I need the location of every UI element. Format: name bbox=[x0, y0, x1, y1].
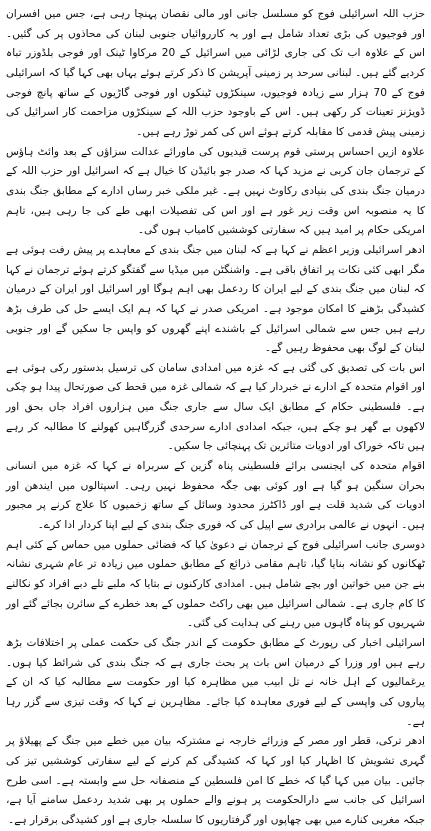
article-paragraph-1: حزب اللہ اسرائیلی فوج کو مسلسل جانی اور مالی نقصان پہنچا رہی ہے، جس میں افسران اور فوجیوں کی بڑی تعداد شامل ہے اور یہ کارروائیاں جنوبی لبنان کی محاذوں پر کی گئیں۔ اس کے علاوہ اب تک کی جاری لڑائی میں اسرائیل کے 20 مرکاوا ٹینک اور فوجی بلڈوزر تباہ کردیے گئے ہیں۔ لبنانی سرحد پر زمینی آپریشن کا ذکر کرتے ہوئے یہاں بھی کہا گیا کہ اسرائیلی فوج کے 70 ہزار سے زیادہ فوجیوں، سینکڑوں ٹینکوں اور فوجی گاڑیوں کے ساتھ پانچ فوجی ڈویژنز تعینات کر رکھی ہیں۔ اس کے باوجود حزب اللہ کے سینکڑوں مزاحمت کار اسرائیل کی زمینی پیش قدمی کا مقابلہ کرتے ہوئے اس کی کمر توڑ رہے ہیں۔ bbox=[6, 8, 425, 138]
article-paragraph-4: اس بات کی تصدیق کی گئی ہے کہ غزہ میں امدادی سامان کی ترسیل بدستور رکی ہوئی ہے اور اقوام متحدہ کے ادارے نے خبردار کیا ہے کہ شمالی غزہ میں قحط کی صورتحال پیدا ہو چکی ہے۔ فلسطینی حکام کے مطابق ایک سال سے جاری جنگ میں ہزاروں افراد جاں بحق اور لاکھوں بے گھر ہو چکے ہیں، جبکہ امدادی ادارے سرحدی گزرگاہیں کھولنے کا مطالبہ کر رہے ہیں تاکہ خوراک اور ادویات متاثرین تک پہنچائی جا سکیں۔ bbox=[6, 361, 425, 453]
article-paragraph-7: اسرائیلی اخبار کی رپورٹ کے مطابق حکومت کے اندر جنگ کی حکمت عملی پر اختلافات بڑھ رہے ہیں اور وزرا کے درمیان اس بات پر بحث جاری ہے کہ جنگ بندی کی شرائط کیا ہوں۔ یرغمالیوں کے اہل خانہ نے تل ابیب میں مظاہرہ کیا اور حکومت سے مطالبہ کیا کہ ان کے پیاروں کی واپسی کے لیے فوری معاہدہ کیا جائے۔ مظاہرین نے کہا کہ وقت تیزی سے گزر رہا ہے۔ bbox=[6, 637, 425, 728]
article-paragraph-5: اقوام متحدہ کی ایجنسی برائے فلسطینی پناہ گزین کے سربراہ نے کہا کہ غزہ میں انسانی بحران سنگین ہو گیا ہے اور کوئی بھی جگہ محفوظ نہیں رہی۔ اسپتالوں میں ایندھن اور ادویات کی شدید قلت ہے اور ڈاکٹرز محدود وسائل کے ساتھ زخمیوں کا علاج کرنے پر مجبور ہیں۔ انہوں نے عالمی برادری سے اپیل کی کہ فوری جنگ بندی کے لیے اپنا کردار ادا کرے۔ bbox=[6, 460, 425, 532]
article-paragraph-3: ادھر اسرائیلی وزیر اعظم نے کہا ہے کہ لبنان میں جنگ بندی کے معاہدے پر پیش رفت ہوئی ہے مگر ابھی کئی نکات پر اتفاق باقی ہے۔ واشنگٹن میں میڈیا سے گفتگو کرتے ہوئے ترجمان نے کہا کہ لبنان میں جنگ بندی کے لیے ایران کا ردعمل بھی اہم ہوگا اور اسرائیل اور ایران کے درمیان کشیدگی بڑھنے کا امکان موجود ہے۔ امریکی صدر نے کہا کہ ہم ایک ایسے حل کی طرف بڑھ رہے ہیں جس سے شمالی اسرائیل کے باشندے اپنے گھروں کو واپس جا سکیں گے اور جنوبی لبنان کے لوگ بھی محفوظ رہیں گے۔ bbox=[6, 243, 425, 355]
article-paragraph-8: ادھر ترکی، قطر اور مصر کے وزرائے خارجہ نے مشترکہ بیان میں خطے میں جنگ کے پھیلاؤ پر گہری تشویش کا اظہار کیا اور کہا کہ کشیدگی کم کرنے کے لیے سفارتی کوششیں تیز کی جائیں۔ بیان میں کہا گیا کہ خطے کا امن فلسطین کے منصفانہ حل سے وابستہ ہے۔ اسی طرح اسرائیل کی جانب سے دارالحکومت پر ہونے والے حملوں پر بھی شدید ردعمل سامنے آیا ہے، جبکہ مغربی کنارے میں بھی چھاپوں اور گرفتاریوں کا سلسلہ جاری ہے اور کشیدگی برقرار ہے۔ bbox=[6, 735, 425, 826]
article-paragraph-6: دوسری جانب اسرائیلی فوج کے ترجمان نے دعویٰ کیا کہ فضائی حملوں میں حماس کے کئی اہم ٹھکانوں کو نشانہ بنایا گیا، تاہم مقامی ذرائع کے مطابق حملوں میں زیادہ تر عام شہری نشانہ بنے جن میں خواتین اور بچے شامل ہیں۔ امدادی کارکنوں نے بتایا کہ ملبے تلے دبے افراد کو نکالنے کا کام جاری ہے۔ شمالی اسرائیل میں بھی راکٹ حملوں کے بعد خطرے کے سائرن بجائے گئے اور شہریوں کو پناہ گاہوں میں رہنے کی ہدایت کی گئی۔ bbox=[6, 538, 425, 630]
urdu-news-article bbox=[6, 5, 425, 831]
article-paragraph-2: علاوہ ازیں احساس پرستی قوم پرست قیدیوں کی ماورائے عدالت سزاؤں کے بعد وائٹ ہاؤس کے ترجمان جان کربی نے مزید کہا کہ صدر جو بائیڈن کا خیال ہے کہ اسرائیل اور حزب اللہ کے درمیان جنگ بندی کی بنیادی رکاوٹ نہیں ہے۔ غیر ملکی خبر رساں ادارے کے مطابق جنگ بندی کا یہ منصوبہ اس وقت زیر غور ہے اور اس کی تفصیلات ابھی طے کی جا رہی ہیں، تاہم امریکی حکام پر امید ہیں کہ سفارتی کوششیں کامیاب ہوں گی۔ bbox=[6, 145, 425, 237]
